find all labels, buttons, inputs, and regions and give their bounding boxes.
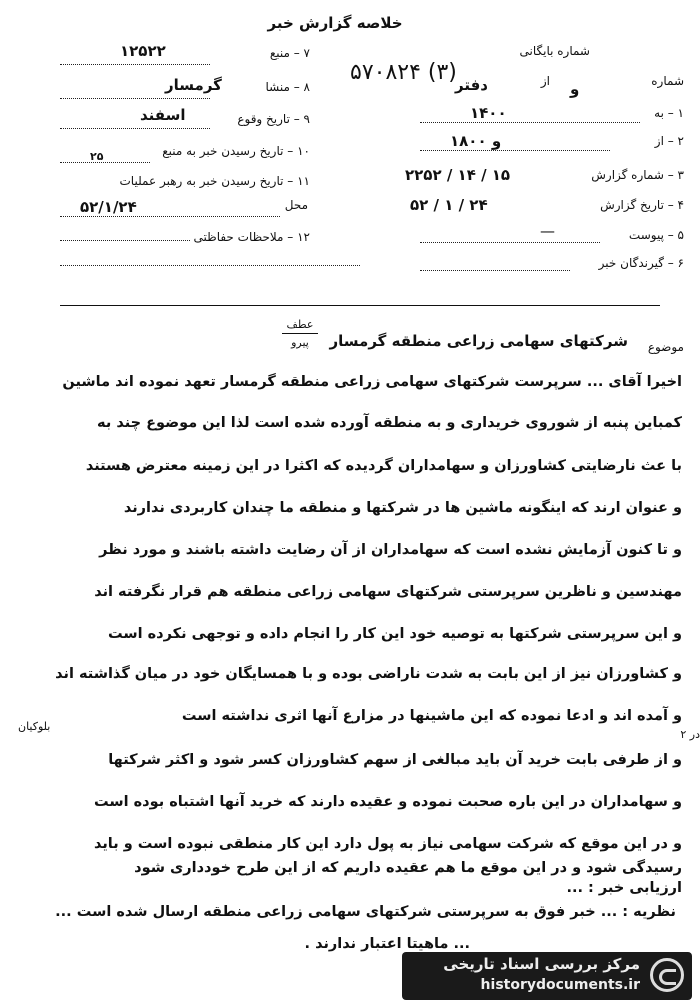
subject-text: شرکتهای سهامی زراعی منطقه گرمسار <box>329 332 628 350</box>
field-label-attachment: ۵ – پیوست <box>628 228 684 242</box>
body-line: رسیدگی شود و در این موقع ما هم عقیده داریم که از این طرح خودداری شود <box>134 860 682 876</box>
field-label-place: محل <box>284 198 308 212</box>
dotted-line <box>60 216 280 217</box>
field-value-origin: گرمسار <box>165 76 222 94</box>
field-label-number: شماره <box>651 74 684 88</box>
footer-line: ارزیابی خبر : ... <box>566 880 682 896</box>
body-line: و کشاورزان نیز از این بابت به شدت ناراضی بوده و با همسایگان خود در میان گذاشته اند <box>55 666 682 682</box>
watermark-url: historydocuments.ir <box>480 977 640 993</box>
field-label-occurrence-date: ۹ – تاریخ وقوع <box>237 112 310 126</box>
body-line: و از طرفی بابت خرید آن باید مبالغی از سهم کشاورزان کسر شود و اکثر شرکتها <box>108 752 682 768</box>
dotted-line <box>60 64 210 65</box>
body-line: مهندسین و ناظرین سرپرستی شرکتهای سهامی زراعی منطقه هم قرار نگرفته اند <box>94 584 682 600</box>
field-value-archive-number: ۵۷۰۸۲۴ (۳) <box>350 60 457 85</box>
dotted-line <box>420 242 600 243</box>
document-title: خلاصه گزارش خبر <box>267 14 403 32</box>
site-watermark <box>402 952 692 1000</box>
dotted-line <box>60 265 360 266</box>
field-value-from: ۱۸۰۰ و <box>450 132 502 150</box>
dotted-line <box>420 150 610 151</box>
body-line: و این سرپرستی شرکتها به توصیه خود این کار را انجام داده و توجهی نکرده است <box>108 626 682 642</box>
field-value-number: و <box>570 80 580 98</box>
footer-line: نظریه : ... خبر فوق به سرپرستی شرکتهای سهامی زراعی منطقه ارسال شده است ... <box>55 904 676 920</box>
subject-label: موضوع <box>647 340 684 354</box>
field-value-from-office: دفتر <box>455 76 488 94</box>
dotted-line <box>60 128 210 129</box>
followup-label: پیرو <box>291 336 309 349</box>
margin-note-right: در ۲ <box>680 728 700 741</box>
body-line: و آمده اند و ادعا نموده که این ماشینها در مزارع آنها اثری نداشته است <box>181 708 682 724</box>
watermark-title: مرکز بررسی اسناد تاریخی <box>443 955 640 973</box>
field-value-source: ۱۲۵۲۲ <box>120 42 166 60</box>
body-line: و تا کنون آزمایش نشده است که سهامداران از آن رضایت داشته باشند و مورد نظر <box>99 542 682 558</box>
field-value-to: ۱۴۰۰ <box>470 104 507 122</box>
body-line: و سهامداران در این باره صحبت نموده و عقیده دارند که خرید آنها اشتباه بوده است <box>94 794 682 810</box>
field-value-attachment: — <box>540 222 556 240</box>
field-value-occurrence-date: اسفند <box>140 106 186 124</box>
field-label-archive-number: شماره بایگانی <box>519 44 590 58</box>
dotted-line <box>60 162 150 163</box>
field-label-report-number: ۳ – شماره گزارش <box>591 168 684 182</box>
margin-note-left: بلوکیان <box>18 720 51 733</box>
field-label-from-office: از <box>540 74 550 88</box>
field-value-news-to-source-date: ۲۵ <box>90 150 104 163</box>
field-label-origin: ۸ – منشا <box>265 80 310 94</box>
body-line: و در این موقع که شرکت سهامی نیاز به پول دارد این کار منطقی نبوده است و باید <box>93 836 682 852</box>
field-label-report-date: ۴ – تاریخ گزارش <box>600 198 684 212</box>
field-label-source: ۷ – منبع <box>269 46 310 60</box>
reference-label: عطف <box>282 318 318 334</box>
dotted-line <box>60 240 190 241</box>
body-line: اخیرا آقای ... سرپرست شرکتهای سهامی زراعی منطقه گرمسار تعهد نموده اند ماشین <box>62 374 682 390</box>
field-label-recipients: ۶ – گیرندگان خبر <box>598 256 684 270</box>
body-line: با عث نارضایتی کشاورزان و سهامداران گردیده که اکثرا در این زمینه معترض هستند <box>85 458 682 474</box>
archive-logo-icon <box>650 958 684 992</box>
field-label-to: ۱ – به <box>654 106 684 120</box>
body-line: کمباین پنبه از شوروی خریداری و به منطقه آورده شده است لذا این موضوع چند به <box>97 415 682 431</box>
dotted-line <box>420 122 640 123</box>
dotted-line <box>420 270 570 271</box>
field-value-place-date: ۵۲/۱/۲۴ <box>80 198 137 216</box>
field-label-from: ۲ – از <box>654 134 684 148</box>
field-value-report-date: ۵۲ / ۱ / ۲۴ <box>410 196 488 214</box>
field-label-news-to-source-date: ۱۰ – تاریخ رسیدن خبر به منبع <box>162 144 310 158</box>
field-label-security-notes: ۱۲ – ملاحظات حفاظتی <box>193 230 310 244</box>
footer-line: ... ماهیتا اعتبار ندارند . <box>304 936 470 952</box>
field-label-news-to-leader-date: ۱۱ – تاریخ رسیدن خبر به رهبر عملیات <box>119 174 310 188</box>
reference-fraction <box>282 318 318 349</box>
body-line: و عنوان ارند که اینگونه ماشین ها در شرکتها و منطقه ما چندان کاربردی ندارند <box>123 500 682 516</box>
section-divider <box>60 305 660 306</box>
dotted-line <box>60 98 210 99</box>
field-value-report-number: ۲۲۵۲ / ۱۴ / ۱۵ <box>405 166 511 184</box>
